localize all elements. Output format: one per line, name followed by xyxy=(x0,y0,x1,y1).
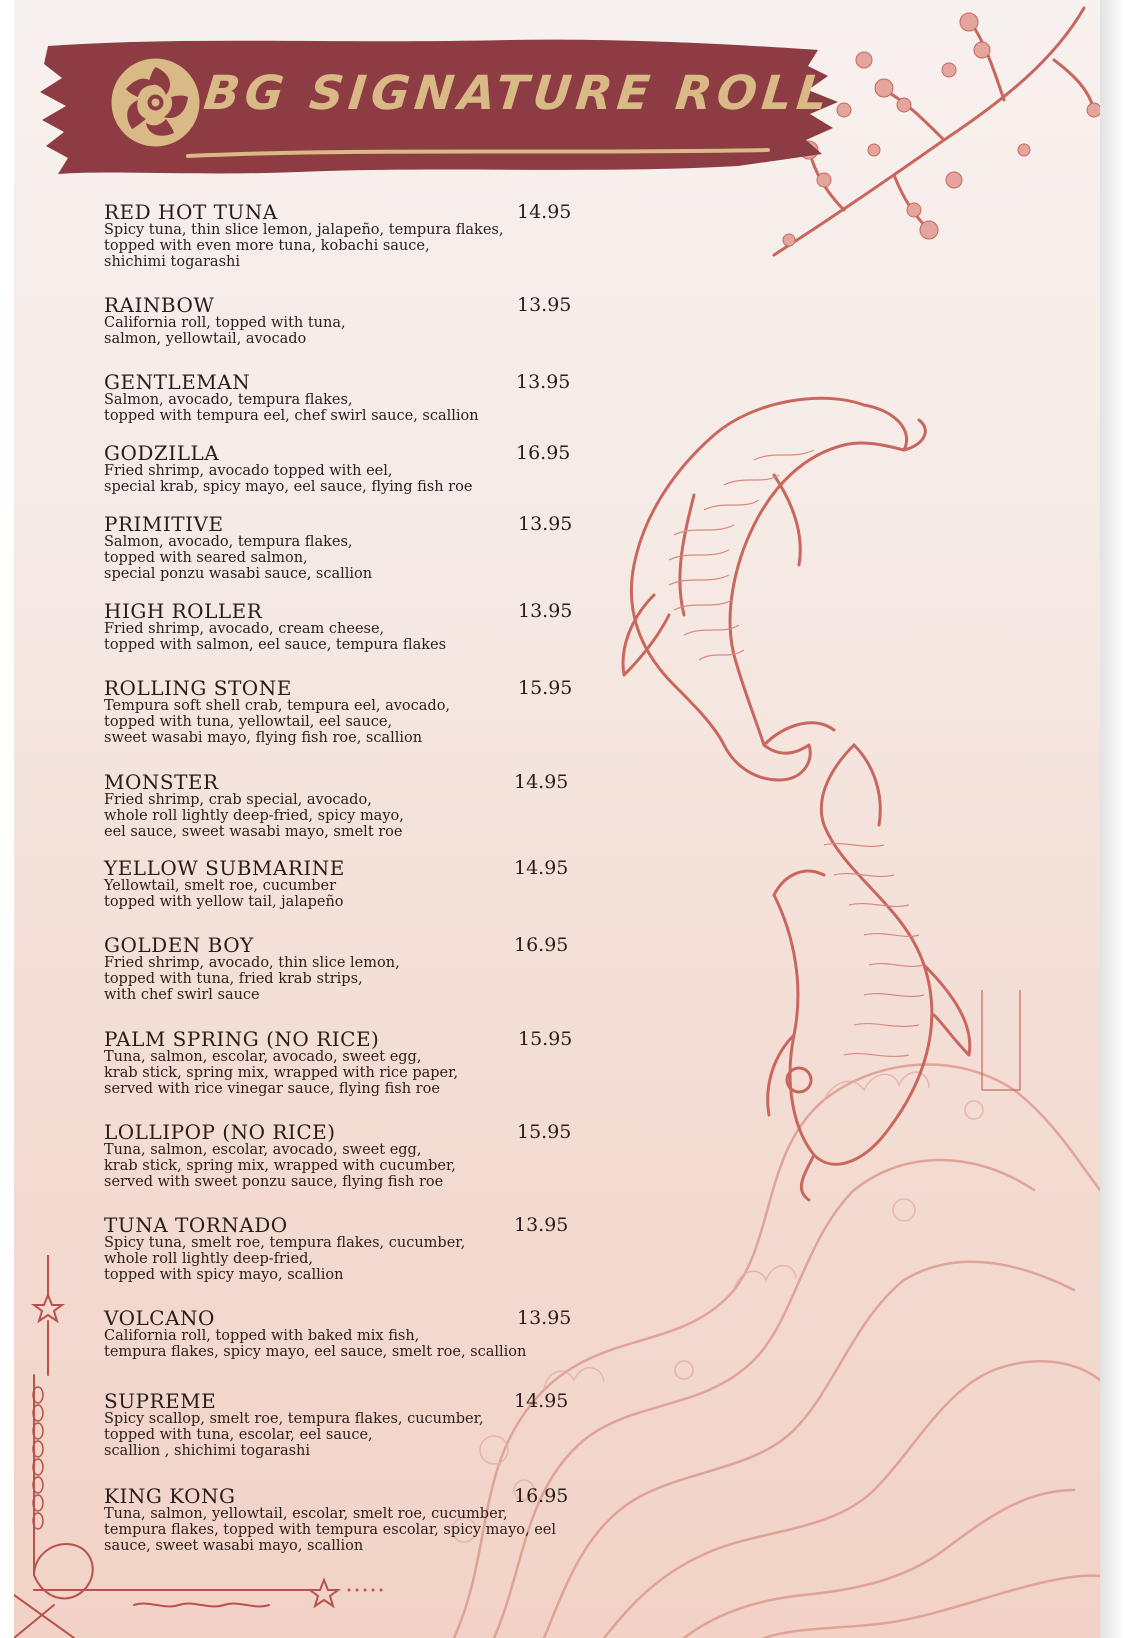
description-line: topped with seared salmon, xyxy=(104,550,308,566)
description-line: salmon, yellowtail, avocado xyxy=(104,331,307,347)
item-description xyxy=(104,621,446,653)
item-price: 13.95 xyxy=(518,600,573,622)
item-description xyxy=(104,955,400,1003)
item-name: GENTLEMAN xyxy=(104,370,251,394)
description-line: California roll, topped with tuna, xyxy=(104,315,346,331)
item-price: 13.95 xyxy=(517,1307,572,1329)
item-price: 15.95 xyxy=(518,677,573,699)
description-line: krab stick, spring mix, wrapped with cucumber, xyxy=(104,1158,456,1174)
item-price: 15.95 xyxy=(517,1121,572,1143)
item-name: TUNA TORNADO xyxy=(104,1213,288,1237)
item-price: 16.95 xyxy=(516,442,571,464)
description-line: Fried shrimp, avocado, thin slice lemon, xyxy=(104,955,400,971)
item-name: HIGH ROLLER xyxy=(104,599,263,623)
item-name: GODZILLA xyxy=(104,441,220,465)
menu-title: BG SIGNATURE ROLL xyxy=(201,66,835,121)
menu-page xyxy=(14,0,1100,1638)
item-price: 14.95 xyxy=(514,771,569,793)
item-name: YELLOW SUBMARINE xyxy=(104,856,345,880)
item-description xyxy=(104,792,404,840)
description-line: Tempura soft shell crab, tempura eel, avocado, xyxy=(104,698,451,714)
logo-icon xyxy=(108,55,203,150)
item-name: PRIMITIVE xyxy=(104,512,224,536)
item-description xyxy=(104,1411,484,1459)
item-description xyxy=(104,1506,556,1554)
item-name: RAINBOW xyxy=(104,293,215,317)
description-line: Tuna, salmon, escolar, avocado, sweet egg, xyxy=(104,1142,422,1158)
item-name: SUPREME xyxy=(104,1389,217,1413)
description-line: Yellowtail, smelt roe, cucumber xyxy=(104,878,337,894)
item-price: 14.95 xyxy=(514,857,569,879)
description-line: special ponzu wasabi sauce, scallion xyxy=(104,566,373,582)
item-description xyxy=(104,1142,456,1190)
item-price: 13.95 xyxy=(518,513,573,535)
item-description xyxy=(104,463,472,495)
item-price: 13.95 xyxy=(516,371,571,393)
description-line: whole roll lightly deep-fried, spicy mayo, xyxy=(104,808,404,824)
item-price: 16.95 xyxy=(514,934,569,956)
description-line: topped with salmon, eel sauce, tempura flakes xyxy=(104,637,447,653)
item-price: 13.95 xyxy=(517,294,572,316)
item-name: RED HOT TUNA xyxy=(104,200,278,224)
item-price: 14.95 xyxy=(514,1390,569,1412)
description-line: eel sauce, sweet wasabi mayo, smelt roe xyxy=(104,824,403,840)
koi-fish-icon xyxy=(754,735,1004,1205)
description-line: Spicy tuna, smelt roe, tempura flakes, cucumber, xyxy=(104,1235,466,1251)
item-description xyxy=(104,315,346,347)
description-line: topped with tuna, fried krab strips, xyxy=(104,971,363,987)
description-line: topped with yellow tail, jalapeño xyxy=(104,894,344,910)
description-line: topped with spicy mayo, scallion xyxy=(104,1267,344,1283)
description-line: topped with tuna, escolar, eel sauce, xyxy=(104,1427,373,1443)
item-name: PALM SPRING (NO RICE) xyxy=(104,1027,380,1051)
item-description xyxy=(104,1328,526,1360)
item-description xyxy=(104,392,479,424)
description-line: topped with even more tuna, kobachi sauce, xyxy=(104,238,430,254)
description-line: Spicy tuna, thin slice lemon, jalapeño, tempura flakes, xyxy=(104,222,504,238)
description-line: with chef swirl sauce xyxy=(104,987,260,1003)
description-line: topped with tempura eel, chef swirl sauce, scallion xyxy=(104,408,479,424)
description-line: tempura flakes, topped with tempura escolar, spicy mayo, eel xyxy=(104,1522,557,1538)
item-price: 16.95 xyxy=(514,1485,569,1507)
description-line: Fried shrimp, avocado, cream cheese, xyxy=(104,621,385,637)
description-line: shichimi togarashi xyxy=(104,254,240,270)
description-line: Spicy scallop, smelt roe, tempura flakes, cucumber, xyxy=(104,1411,484,1427)
item-name: VOLCANO xyxy=(104,1306,215,1330)
description-line: Fried shrimp, avocado topped with eel, xyxy=(104,463,393,479)
item-description xyxy=(104,1049,458,1097)
item-name: MONSTER xyxy=(104,770,219,794)
item-name: ROLLING STONE xyxy=(104,676,292,700)
item-name: LOLLIPOP (NO RICE) xyxy=(104,1120,336,1144)
description-line: topped with tuna, yellowtail, eel sauce, xyxy=(104,714,393,730)
item-description xyxy=(104,698,450,746)
description-line: served with sweet ponzu sauce, flying fish roe xyxy=(104,1174,444,1190)
description-line: Salmon, avocado, tempura flakes, xyxy=(104,534,353,550)
item-description xyxy=(104,1235,465,1283)
item-description xyxy=(104,878,344,910)
description-line: krab stick, spring mix, wrapped with rice paper, xyxy=(104,1065,459,1081)
item-price: 13.95 xyxy=(514,1214,569,1236)
item-description xyxy=(104,534,372,582)
item-price: 14.95 xyxy=(517,201,572,223)
item-name: KING KONG xyxy=(104,1484,236,1508)
description-line: whole roll lightly deep-fried, xyxy=(104,1251,314,1267)
description-line: California roll, topped with baked mix fish, xyxy=(104,1328,420,1344)
description-line: tempura flakes, spicy mayo, eel sauce, smelt roe, scallion xyxy=(104,1344,527,1360)
description-line: served with rice vinegar sauce, flying fish roe xyxy=(104,1081,440,1097)
description-line: Salmon, avocado, tempura flakes, xyxy=(104,392,353,408)
description-line: Tuna, salmon, yellowtail, escolar, smelt roe, cucumber, xyxy=(104,1506,508,1522)
item-price: 15.95 xyxy=(518,1028,573,1050)
description-line: Tuna, salmon, escolar, avocado, sweet egg, xyxy=(104,1049,422,1065)
page-edge-shadow xyxy=(1100,0,1125,1638)
description-line: scallion , shichimi togarashi xyxy=(104,1443,311,1459)
description-line: Fried shrimp, crab special, avocado, xyxy=(104,792,372,808)
item-name: GOLDEN BOY xyxy=(104,933,254,957)
description-line: sweet wasabi mayo, flying fish roe, scallion xyxy=(104,730,423,746)
description-line: sauce, sweet wasabi mayo, scallion xyxy=(104,1538,364,1554)
description-line: special krab, spicy mayo, eel sauce, flying fish roe xyxy=(104,479,473,495)
item-description xyxy=(104,222,503,270)
